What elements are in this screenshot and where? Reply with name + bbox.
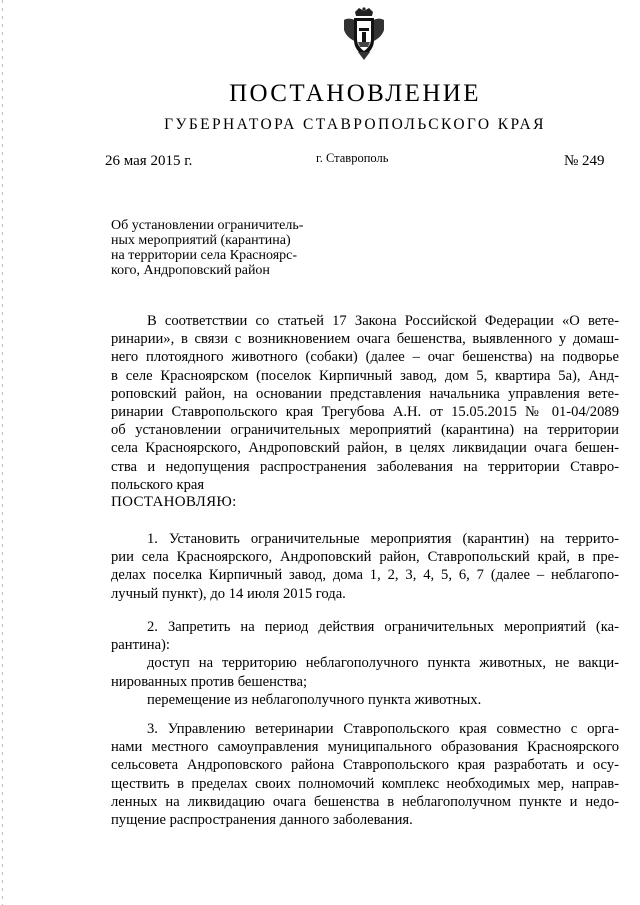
item-1-paragraph bbox=[111, 530, 619, 603]
paragraph-line: рии села Красноярского, Андроповский район, Ставропольский край, в пре- bbox=[111, 549, 619, 566]
document-heading bbox=[111, 218, 321, 278]
paragraph-line: ринарии», в связи с возникновением очага бешенства, выявленного у домаш- bbox=[111, 331, 619, 348]
paragraph-line: в селе Красноярском (поселок Кирпичный завод, дом 5, квартира 5а), Анд- bbox=[111, 367, 619, 384]
item-2-paragraph bbox=[111, 618, 619, 709]
document-title: ПОСТАНОВЛЕНИЕ bbox=[229, 80, 481, 107]
paragraph-line: роповский район, на основании представления начальника управления вете- bbox=[111, 385, 619, 402]
decree-word: ПОСТАНОВЛЯЮ: bbox=[111, 494, 237, 510]
preamble-paragraph bbox=[111, 312, 619, 494]
paragraph-line: В соответствии со статьей 17 Закона Российской Федерации «О вете- bbox=[147, 313, 619, 329]
paragraph-line: 2. Запретить на период действия ограничительных мероприятий (ка- bbox=[147, 619, 619, 635]
heading-line: на территории села Красноярс- bbox=[111, 248, 298, 263]
paragraph-line: 1. Установить ограничительные мероприятия (карантин) на террито- bbox=[147, 531, 619, 547]
heading-line: ных мероприятий (карантина) bbox=[111, 233, 291, 248]
paragraph-line: сельсовета Андроповского района Ставропольского края разработать и осу- bbox=[111, 757, 619, 774]
paragraph-line: польского края bbox=[111, 476, 205, 493]
paragraph-line: ществить в пределах своих полномочий комплекс необходимых мер, направ- bbox=[111, 775, 619, 792]
document-issuer: ГУБЕРНАТОРА СТАВРОПОЛЬСКОГО КРАЯ bbox=[164, 116, 546, 133]
paragraph-line: ства и недопущения распространения заболевания на территории Ставро- bbox=[111, 458, 619, 475]
paragraph-line: нами местного самоуправления муниципального образования Красноярского bbox=[111, 739, 619, 756]
paragraph-line: ленных на ликвидацию очага бешенства в неблагополучном пункте и недо- bbox=[111, 793, 619, 810]
paragraph-line: рантина): bbox=[111, 637, 170, 654]
document-date: 26 мая 2015 г. bbox=[105, 153, 193, 169]
document-city: г. Ставрополь bbox=[316, 151, 389, 165]
paragraph-line: перемещение из неблагополучного пункта животных. bbox=[147, 691, 482, 708]
paragraph-line: делах поселка Кирпичный завод, дома 1, 2, 3, 4, 5, 6, 7 (далее – неблагопо- bbox=[111, 567, 619, 584]
heading-line: кого, Андроповский район bbox=[111, 263, 270, 278]
paragraph-line: доступ на территорию неблагополучного пункта животных, не вакци- bbox=[147, 655, 619, 672]
paragraph-line: пущение распространения данного заболевания. bbox=[111, 811, 413, 828]
heading-line: Об установлении ограничитель- bbox=[111, 218, 304, 233]
item-3-paragraph bbox=[111, 720, 619, 829]
coat-of-arms-emblem-icon bbox=[341, 6, 387, 62]
paragraph-line: 3. Управлению ветеринарии Ставропольского края совместно с орга- bbox=[147, 721, 619, 737]
paragraph-line: лучный пункт), до 14 июля 2015 года. bbox=[111, 585, 346, 602]
scan-edge-artifact bbox=[2, 0, 3, 905]
paragraph-line: об установлении ограничительных мероприятий (карантина) на территории bbox=[111, 422, 619, 439]
paragraph-line: нированных против бешенства; bbox=[111, 673, 308, 690]
document-number: № 249 bbox=[564, 153, 605, 169]
paragraph-line: села Красноярского, Андроповский район, в целях ликвидации очага бешен- bbox=[111, 440, 619, 457]
paragraph-line: ринарии Ставропольского края Трегубова А.Н. от 15.05.2015 № 01-04/2089 bbox=[111, 403, 619, 420]
paragraph-line: него плотоядного животного (собаки) (далее – очаг бешенства) на подворье bbox=[111, 349, 619, 366]
